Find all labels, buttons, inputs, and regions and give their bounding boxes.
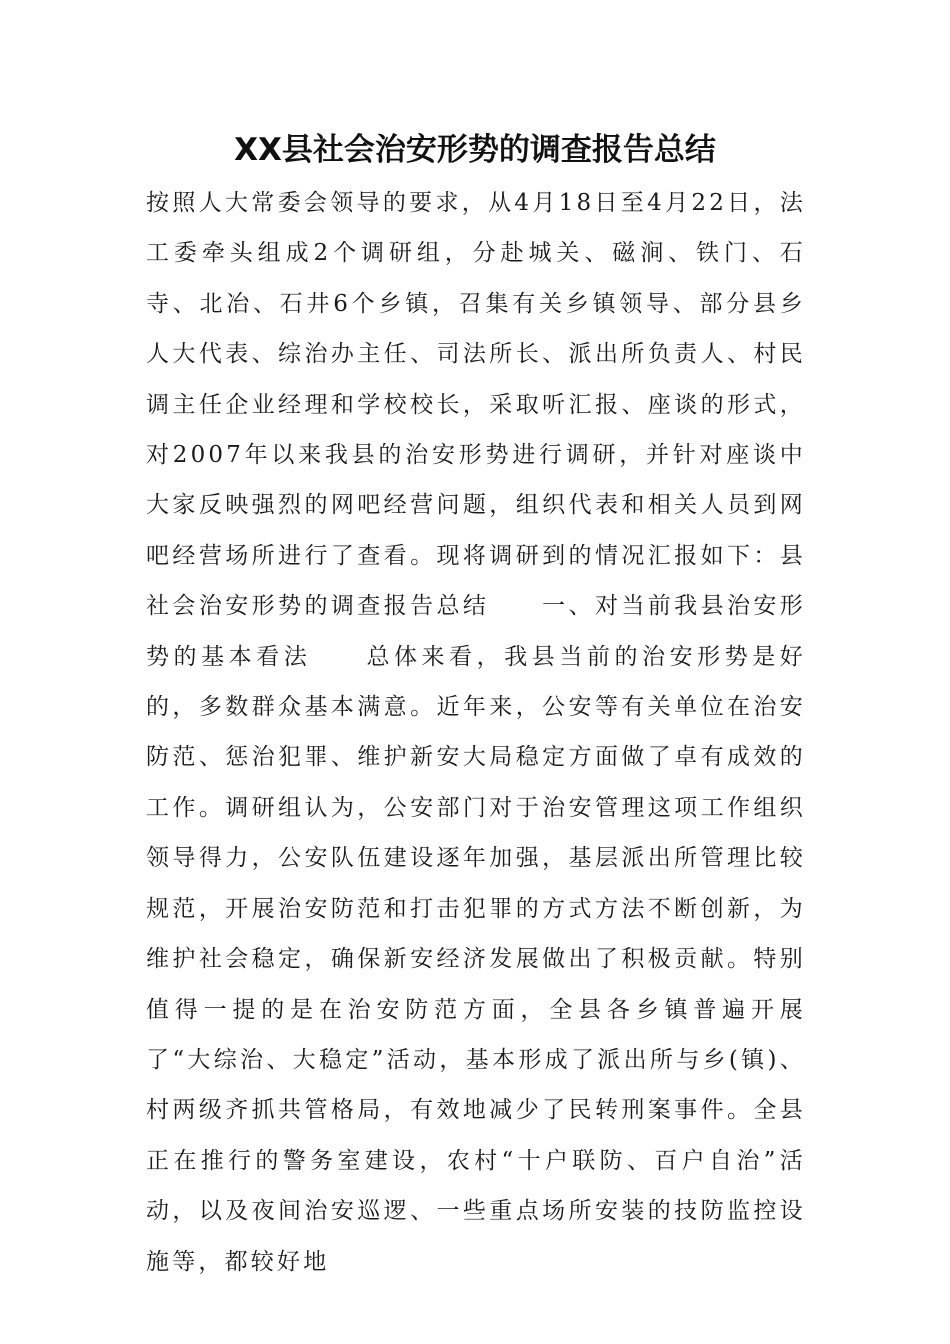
document-body-paragraph: 按照人大常委会领导的要求，从4月18日至4月22日，法工委牵头组成2个调研组，分赴城关、磁涧、铁门、石寺、北冶、石井6个乡镇，召集有关乡镇领导、部分县乡人大代表、综治办主任、司法所长、派出所负责人、村民调主任企业经理和学校校长，采取听汇报、座谈的形式，对2007年以来我县的治安形势进行调研，并针对座谈中大家反映强烈的网吧经营问题，组织代表和相关人员到网吧经营场所进行了查看。现将调研到的情况汇报如下：县社会治安形势的调查报告总结 一、对当前我县治安形势的基本看法 总体来看，我县当前的治安形势是好的，多数群众基本满意。近年来，公安等有关单位在治安防范、惩治犯罪、维护新安大局稳定方面做了卓有成效的工作。调研组认为，公安部门对于治安管理这项工作组织领导得力，公安队伍建设逐年加强，基层派出所管理比较规范，开展治安防范和打击犯罪的方式方法不断创新，为维护社会稳定，确保新安经济发展做出了积极贡献。特别值得一提的是在治安防范方面，全县各乡镇普遍开展了“大综治、大稳定”活动，基本形成了派出所与乡(镇)、村两级齐抓共管格局，有效地减少了民转刑案事件。全县正在推行的警务室建设，农村“十户联防、百户自治”活动，以及夜间治安巡逻、一些重点场所安装的技防监控设施等，都较好地 <box>146 190 806 1275</box>
document-title: XX县社会治安形势的调查报告总结 <box>234 132 716 168</box>
